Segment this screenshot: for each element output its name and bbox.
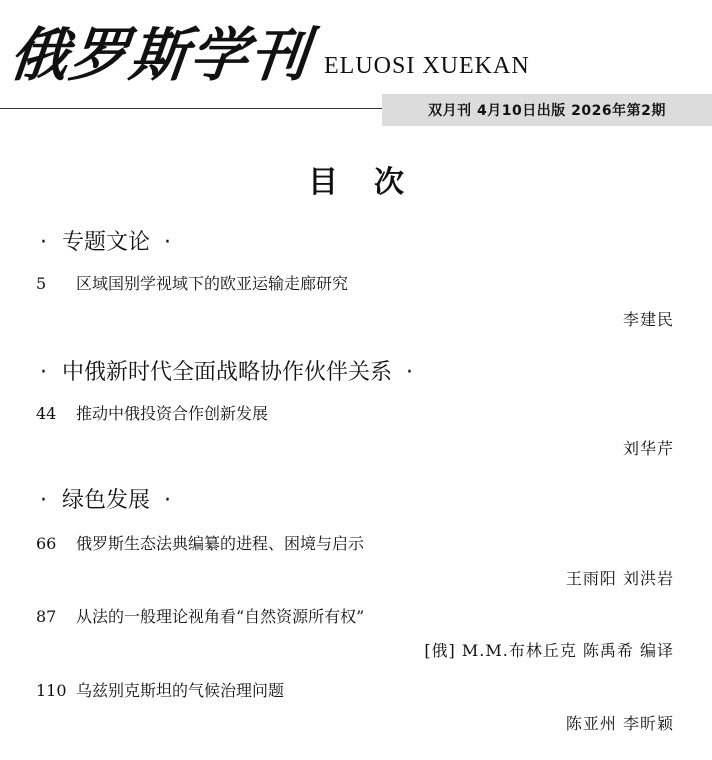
article-author: 陈亚州 李昕颖 bbox=[565, 714, 674, 733]
bullet-icon: · bbox=[40, 488, 47, 513]
toc-entry[interactable] bbox=[36, 406, 268, 422]
toc-entry[interactable] bbox=[36, 683, 284, 699]
toc-entry[interactable] bbox=[36, 536, 364, 552]
article-author: 刘华芹 bbox=[622, 439, 674, 458]
contents-title: 目次 bbox=[308, 165, 440, 200]
article-title: 推动中俄投资合作创新发展 bbox=[76, 404, 269, 423]
section-heading-text: 中俄新时代全面战略协作伙伴关系 bbox=[62, 360, 393, 385]
article-author: 李建民 bbox=[622, 310, 674, 329]
toc-entry[interactable] bbox=[36, 276, 348, 292]
bullet-icon: · bbox=[40, 230, 47, 255]
article-title: 区域国别学视域下的欧亚运输走廊研究 bbox=[76, 274, 349, 293]
bullet-icon: · bbox=[164, 230, 172, 255]
page-number: 87 bbox=[36, 607, 57, 626]
article-author: 王雨阳 刘洪岩 bbox=[565, 569, 674, 588]
bullet-icon: · bbox=[164, 488, 172, 513]
article-title: 从法的一般理论视角看“自然资源所有权” bbox=[76, 607, 365, 626]
page-number: 110 bbox=[36, 681, 67, 700]
toc-entry[interactable] bbox=[36, 609, 364, 625]
section-heading bbox=[40, 362, 413, 384]
section-heading-text: 专题文论 bbox=[62, 230, 151, 255]
section-heading bbox=[40, 232, 171, 254]
article-title: 乌兹别克斯坦的气候治理问题 bbox=[76, 681, 285, 700]
journal-title-cn: 俄罗斯学刊 bbox=[6, 21, 314, 89]
section-heading-text: 绿色发展 bbox=[62, 488, 151, 513]
masthead bbox=[6, 10, 530, 89]
article-author: [俄] M.M.布林丘克 陈禹希 编译 bbox=[424, 641, 674, 660]
page-number: 5 bbox=[36, 274, 47, 293]
section-heading bbox=[40, 490, 171, 512]
header-rule bbox=[0, 108, 382, 109]
article-title: 俄罗斯生态法典编纂的进程、困境与启示 bbox=[76, 534, 365, 553]
journal-title-en: ELUOSI XUEKAN bbox=[324, 53, 530, 79]
bullet-icon: · bbox=[40, 360, 47, 385]
issue-info: 双月刊 4月10日出版 2026年第2期 bbox=[382, 94, 712, 126]
page-number: 44 bbox=[36, 404, 57, 423]
page-number: 66 bbox=[36, 534, 57, 553]
bullet-icon: · bbox=[406, 360, 414, 385]
